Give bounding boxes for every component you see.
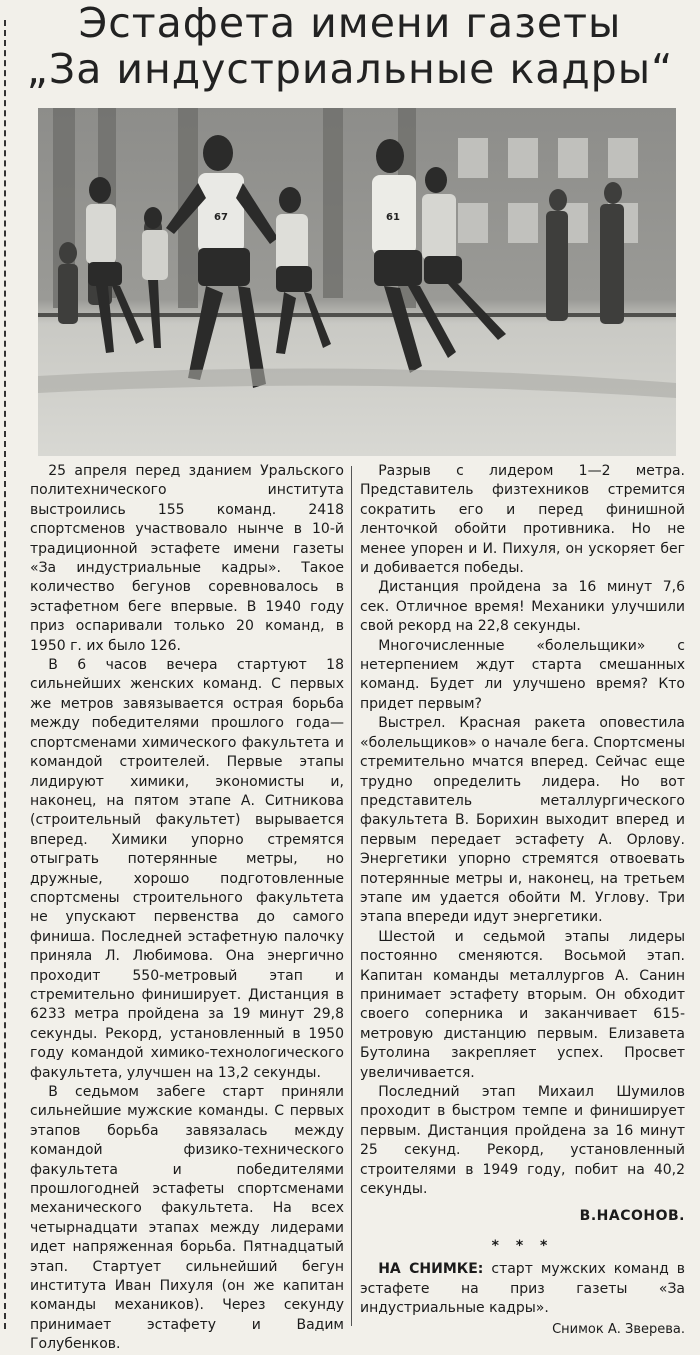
- paragraph: Выстрел. Красная ракета оповестила «болельщиков» о начале бега. Спортсмены стремительно мчатся вперед. Сейчас еще трудно определить лидера. Но вот представитель металлургического факультета В. Борихин выходит вперед и первым передает эстафету А. Орлову. Энергетики упорно стремятся отвоевать потерянные метры и, наконец, на третьем этапе им удается обойти М. Углову. Три этапа впереди идут энергетики.: [360, 715, 685, 926]
- photo-start-runners: [38, 108, 676, 456]
- torn-edge-border: [4, 20, 12, 1329]
- article-body: [30, 462, 690, 1353]
- bib-67: 67: [214, 212, 228, 223]
- article-column-left: [30, 462, 344, 1355]
- separator-stars: * * *: [491, 1237, 554, 1254]
- paragraph: Шестой и седьмой этапы лидеры постоянно сменяются. Восьмой этап. Капитан команды металлургов А. Санин принимает эстафету вторым. Он обходит своего соперника и заканчивает 615-метровую дистанцию первым. Елизавета Бутолина закрепляет успех. Просвет увеличивается.: [360, 928, 685, 1081]
- paragraph: В 6 часов вечера стартуют 18 сильнейших женских команд. С первых же метров завязывается острая борьба между победителями прошлого года— спортсменами химического факультета и командой строителей. Первые этапы лидируют химики, экономисты и, наконец, на пятом этапе А. Ситникова (строительный факультет) вырывается вперед. Химики упорно стремятся отыграть потерянные метры, но дружные, хорошо подготовленные спортсмены строительного факультета не упускают первенства до самого финиша. Последней эстафетную палочку приняла Л. Любимова. Она энергично проходит 550-метровый этап и стремительно финиширует. Дистанция в 6233 метра пройдена за 19 минут 29,8 секунды. Рекорд, установленный в 1950 году командой химико-технологического факультета, улучшен на 13,2 секунды.: [30, 657, 344, 1081]
- paragraph: Дистанция пройдена за 16 минут 7,6 сек. Отличное время! Механики улучшили свой рекорд на 22,8 секунды.: [360, 579, 685, 635]
- article-column-right: [360, 462, 685, 1340]
- paragraph: Последний этап Михаил Шумилов проходит в быстром темпе и финиширует первым. Дистанция пройдена за 16 минут 25 секунд. Рекорд, установленный строителями в 1949 году, побит на 40,2 секунды.: [360, 1084, 685, 1198]
- photo-caption: [360, 1260, 685, 1318]
- paragraph: 25 апреля перед зданием Уральского политехнического института выстроились 155 команд. 2418 спортсменов участвовало нынче в 10-й традиционной эстафете имени газеты «За индустриальные кадры». Такое количество бегунов соревновалось в эстафетном беге впервые. В 1940 году приз оспаривали только 20 команд, в 1950 г. их было 126.: [30, 463, 344, 654]
- headline-line-2: „За индустриальные кадры“: [26, 45, 674, 93]
- paragraph: Разрыв с лидером 1—2 метра. Представитель физтехников стремится сократить его и перед финишной ленточкой обойти противника. Но не менее упорен и И. Пихуля, он ускоряет бег и добивается победы.: [360, 463, 685, 577]
- bib-61: 61: [386, 212, 400, 223]
- column-divider: [351, 466, 352, 1326]
- caption-lead: НА СНИМКЕ:: [378, 1261, 484, 1278]
- headline-line-1: Эстафета имени газеты: [78, 0, 622, 47]
- photo-credit: Снимок А. Зверева.: [552, 1322, 685, 1338]
- photo-illustration: [38, 108, 676, 456]
- paragraph: В седьмом забеге старт приняли сильнейшие мужские команды. С первых этапов борьба завязалась между командой физико-технического факультета и победителями прошлогодней эстафеты спортсменами механического факультета. На всех четырнадцати этапах между лидерами идет напряженная борьба. Пятнадцатый этап. Стартует сильнейший бегун института Иван Пихуля (он же капитан команды механиков). Через секунду принимает эстафету и Вадим Голубенков.: [30, 1084, 344, 1353]
- headline: [20, 0, 680, 92]
- caption-text: старт мужских команд в эстафете на приз газеты «За индустриальные кадры».: [360, 1261, 686, 1317]
- author-signature: В.НАСОНОВ.: [579, 1208, 685, 1225]
- paragraph: Многочисленные «болельщики» с нетерпением ждут старта смешанных команд. Будет ли улучшено время? Кто придет первым?: [360, 637, 685, 712]
